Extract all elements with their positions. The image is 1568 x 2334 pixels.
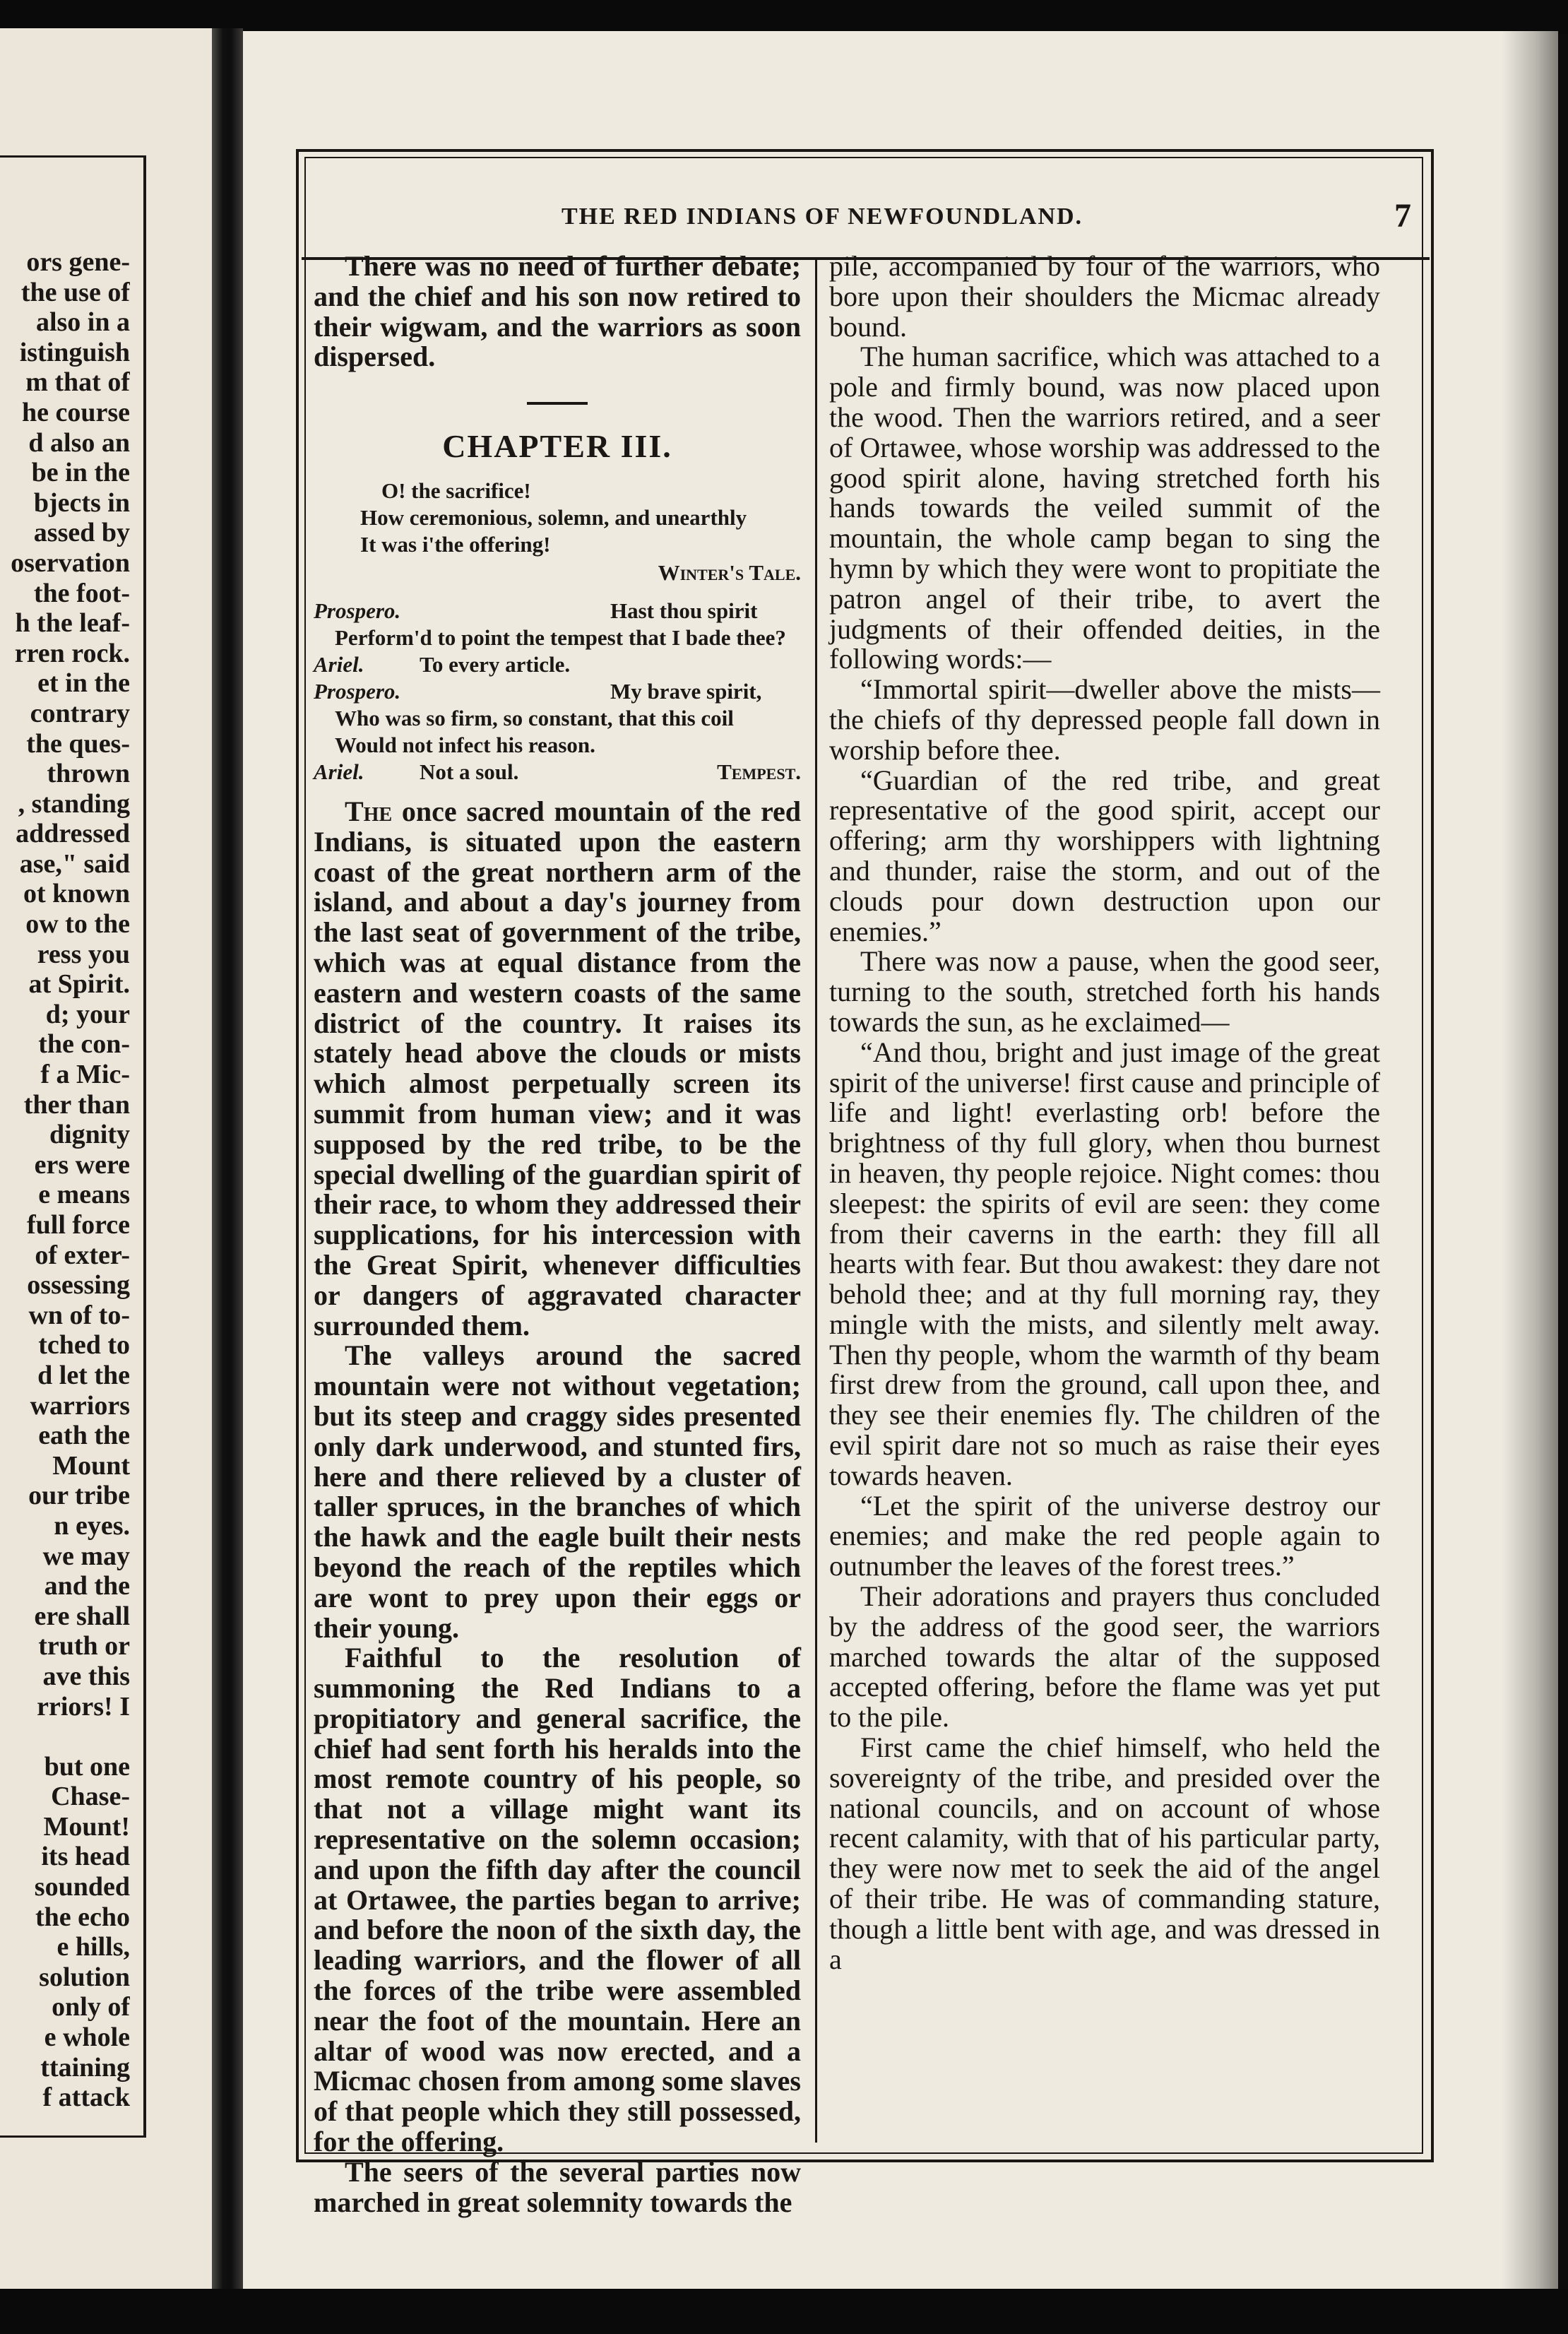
chapter-title: CHAPTER III. xyxy=(442,428,672,465)
facing-page-line: ossessing xyxy=(27,1270,130,1301)
paragraph: “Guardian of the red tribe, and great representative of the good spirit, accept our offering; arm thy worshippers with lightning and thunder, raise the storm, and out of the clouds pour down destruction upon our enemies.” xyxy=(829,764,1380,947)
facing-page-line: istinguish xyxy=(19,337,130,367)
facing-page-line: e means xyxy=(38,1180,130,1210)
facing-page-line: Mount! xyxy=(43,1811,130,1842)
facing-page-line: rriors! I xyxy=(37,1691,130,1722)
column-divider xyxy=(815,260,817,2143)
facing-page-line: d let the xyxy=(37,1360,130,1390)
facing-page-line: bjects in xyxy=(33,487,130,518)
facing-page-line: the ques- xyxy=(26,728,130,759)
epigraph-line: It was i'the offering! xyxy=(360,531,551,557)
epigraph-line: Would not infect his reason. xyxy=(335,732,595,757)
epigraph-line: Who was so firm, so constant, that this coil xyxy=(335,705,734,730)
paragraph: “And thou, bright and just image of the great spirit of the universe! first cause and principle of life and light! everlasting orb! before the brightness of thy full glory, when thou burnest in heaven, thy people rejoice. Night comes: thou sleepest: the spirits of evil are seen: they come from their caverns in the earth: they fill all hearts with fear. But thou awakest: they dare not behold thee; and at thy full morning ray, they mingle with the mists, and silently melt away. Then thy people, whom the warmth of thy beam first drew from the ground, call upon thee, and they see their enemies fly. The children of the evil spirit dare not so much as raise their eyes towards heaven. xyxy=(829,1036,1380,1491)
epigraph-dialogue-line xyxy=(314,651,801,678)
speaker-text: Not a soul. xyxy=(420,759,519,784)
book-page xyxy=(243,31,1558,2289)
facing-page-line: ttaining xyxy=(40,2052,130,2083)
facing-page-line: eath the xyxy=(38,1421,130,1451)
facing-page-line: at Spirit. xyxy=(28,969,130,1000)
facing-page-line: wn of to- xyxy=(28,1300,130,1330)
facing-page-line: ase," said xyxy=(19,848,130,879)
facing-page-line: solution xyxy=(39,1962,130,1992)
facing-page-line: f a Mic- xyxy=(40,1060,130,1090)
facing-page-line: ress you xyxy=(37,939,130,969)
facing-page-line: only of xyxy=(52,1992,130,2022)
facing-page-line: but one xyxy=(44,1751,130,1782)
page-number: 7 xyxy=(1394,197,1411,235)
facing-page-line: full force xyxy=(27,1210,130,1240)
facing-page-left xyxy=(0,28,212,2289)
facing-page-line: e hills, xyxy=(57,1932,130,1962)
paragraph-lead-word: The xyxy=(345,795,393,827)
page-edge-shadow xyxy=(1502,31,1558,2289)
facing-page-line: warriors xyxy=(30,1390,130,1421)
facing-page-line: ow to the xyxy=(25,909,130,940)
facing-page-line: ors gene- xyxy=(26,247,130,277)
facing-page-line: h the leaf- xyxy=(15,608,130,639)
facing-page-line: ot known xyxy=(23,879,130,909)
chapter-rule xyxy=(527,402,588,405)
paragraph: The valleys around the sacred mountain were not without vegetation; but its steep and craggy sides presented only dark underwood, and stunted firs, here and there relieved by a cluster of taller spruces, in the branches of which the hawk and the eagle built their nests beyond the reach of the reptiles which are wont to prey upon their eggs or their young. xyxy=(314,1339,801,1644)
right-column xyxy=(829,251,1380,1974)
facing-page-line: d also an xyxy=(28,427,130,458)
facing-page-line: f attack xyxy=(42,2083,130,2113)
facing-page-line: the use of xyxy=(20,277,130,307)
paragraph: Their adorations and prayers thus concluded by the address of the good seer, the warriors marched towards the altar of the supposed accepted offering, before the flame was yet put to the pile. xyxy=(829,1580,1380,1734)
facing-page-line xyxy=(0,1722,130,1752)
speaker-text: To every article. xyxy=(420,651,571,677)
facing-page-line: we may xyxy=(42,1541,130,1571)
paragraph: The seers of the several parties now marched in great solemnity towards the xyxy=(314,2155,801,2218)
facing-page-line: its head xyxy=(41,1842,130,1872)
facing-page-line: thrown xyxy=(47,759,130,789)
running-head: THE RED INDIANS OF NEWFOUNDLAND. xyxy=(561,203,1083,230)
facing-page-line: the echo xyxy=(35,1902,130,1932)
left-column xyxy=(314,251,801,2217)
facing-page-line: oservation xyxy=(11,547,130,578)
speaker-name: Prospero. xyxy=(314,678,401,704)
facing-page-line: our tribe xyxy=(28,1481,130,1511)
speaker-text: My brave spirit, xyxy=(610,678,762,704)
epigraph-tempest xyxy=(314,598,801,786)
speaker-name: Prospero. xyxy=(314,598,401,623)
epigraph-source: Tempest. xyxy=(717,759,801,784)
facing-page-line: rren rock. xyxy=(14,638,130,668)
epigraph-source: Winter's Tale. xyxy=(658,559,801,585)
facing-page-line: d; your xyxy=(45,999,130,1029)
facing-page-line: dignity xyxy=(49,1120,130,1150)
facing-page-line: Mount xyxy=(52,1450,130,1481)
facing-page-line: also in a xyxy=(35,307,130,338)
facing-page-line: ers were xyxy=(34,1149,130,1180)
facing-page-line: contrary xyxy=(30,698,130,728)
paragraph: “Let the spirit of the universe destroy our enemies; and make the red people again to outnumber the leaves of the forest trees.” xyxy=(829,1489,1380,1582)
paragraph: pile, accompanied by four of the warriors, who bore upon their shoulders the Micmac already bound. xyxy=(829,250,1380,343)
facing-page-line: addressed xyxy=(16,819,130,849)
facing-page-line: the foot- xyxy=(33,578,130,608)
facing-page-line: Chase- xyxy=(51,1782,130,1812)
paragraph: The human sacrifice, which was attached to a pole and firmly bound, was now placed upon the wood. Then the warriors retired, and a seer of Ortawee, whose worship was addressed to the good spirit alone, having stretched forth his hands towards the veiled summit of the mountain, the whole camp began to sing the hymn by which they were wont to propitiate the patron angel of their tribe, to avert the judgments of their offended deities, in the following words:— xyxy=(829,340,1380,675)
facing-page-line: of exter- xyxy=(35,1240,130,1270)
speaker-name: Ariel. xyxy=(314,759,364,784)
epigraph-dialogue-line xyxy=(314,759,801,786)
scan-border-bottom xyxy=(0,2289,1568,2334)
paragraph: First came the chief himself, who held the sovereignty of the tribe, and presided over the national councils, and on account of whose recent calamity, with that of his particular party, they were now met to seek the aid of the angel of their tribe. He was of commanding stature, though a little bent with age, and was dressed in a xyxy=(829,1731,1380,1975)
opening-paragraph: There was no need of further debate; and the chief and his son now retired to their wigwam, and the warriors as soon dispersed. xyxy=(314,250,801,373)
epigraph-line: Perform'd to point the tempest that I bade thee? xyxy=(335,624,786,650)
epigraph-winters-tale xyxy=(314,478,801,586)
facing-page-line: sounded xyxy=(34,1872,130,1902)
facing-page-line: ere shall xyxy=(34,1601,130,1631)
epigraph-dialogue-line xyxy=(314,678,801,705)
facing-page-line: the con- xyxy=(38,1029,130,1060)
paragraph: Faithful to the resolution of summoning the Red Indians to a propitiatory and general sacrifice, the chief had sent forth his heralds into the most remote country of his people, so that not a village might want its representative on the solemn occasion; and upon the fifth day after the council at Ortawee, the parties began to arrive; and before the noon of the sixth day, the leading warriors, and the flower of all the forces of the tribe were assembled near the foot of the mountain. Here an altar of wood was now erected, and a Micmac chosen from among some slaves of that people which they still possessed, for the offering. xyxy=(314,1642,801,2158)
book-gutter xyxy=(212,28,243,2289)
facing-page-line: be in the xyxy=(31,458,130,488)
facing-page-line: tched to xyxy=(38,1330,130,1361)
facing-page-line: truth or xyxy=(38,1631,130,1661)
facing-page-line: he course xyxy=(21,397,130,427)
facing-page-line: , standing xyxy=(18,788,130,819)
facing-page-line: ave this xyxy=(42,1661,130,1691)
facing-page-line: n eyes. xyxy=(54,1510,130,1541)
paragraph xyxy=(314,797,801,1341)
facing-page-line: e whole xyxy=(44,2022,130,2053)
facing-page-text xyxy=(0,247,130,2113)
facing-page-line: assed by xyxy=(33,518,130,548)
speaker-text: Hast thou spirit xyxy=(610,598,758,623)
paragraph: There was now a pause, when the good seer, turning to the south, stretched forth his hands towards the sun, as he exclaimed— xyxy=(829,945,1380,1038)
speaker-name: Ariel. xyxy=(314,651,364,677)
epigraph-dialogue-line xyxy=(314,598,801,624)
epigraph-line: O! the sacrifice! xyxy=(381,478,531,503)
paragraph: “Immortal spirit—dweller above the mists—the chiefs of thy depressed people fall down in worship before thee. xyxy=(829,673,1380,766)
paragraph-text: once sacred mountain of the red Indians, is situated upon the eastern coast of the great northern arm of the island, and about a day's journey from the last seat of government of the tribe, which was at equal distance from the eastern and western coasts of the same district of the country. It raises its stately head above the clouds or mists which almost perpetually screen its summit from human view; and it was supposed by the red tribe, to be the special dwelling of the guardian spirit of their race, to whom they addressed their supplications, for his intercession with the Great Spirit, whenever difficulties or dangers of aggravated character surrounded them. xyxy=(314,795,801,1341)
facing-page-line: m that of xyxy=(25,367,130,398)
epigraph-line: How ceremonious, solemn, and unearthly xyxy=(360,504,747,530)
facing-page-line: et in the xyxy=(37,668,130,699)
facing-page-line: ther than xyxy=(23,1089,130,1120)
facing-page-line: and the xyxy=(44,1571,130,1601)
